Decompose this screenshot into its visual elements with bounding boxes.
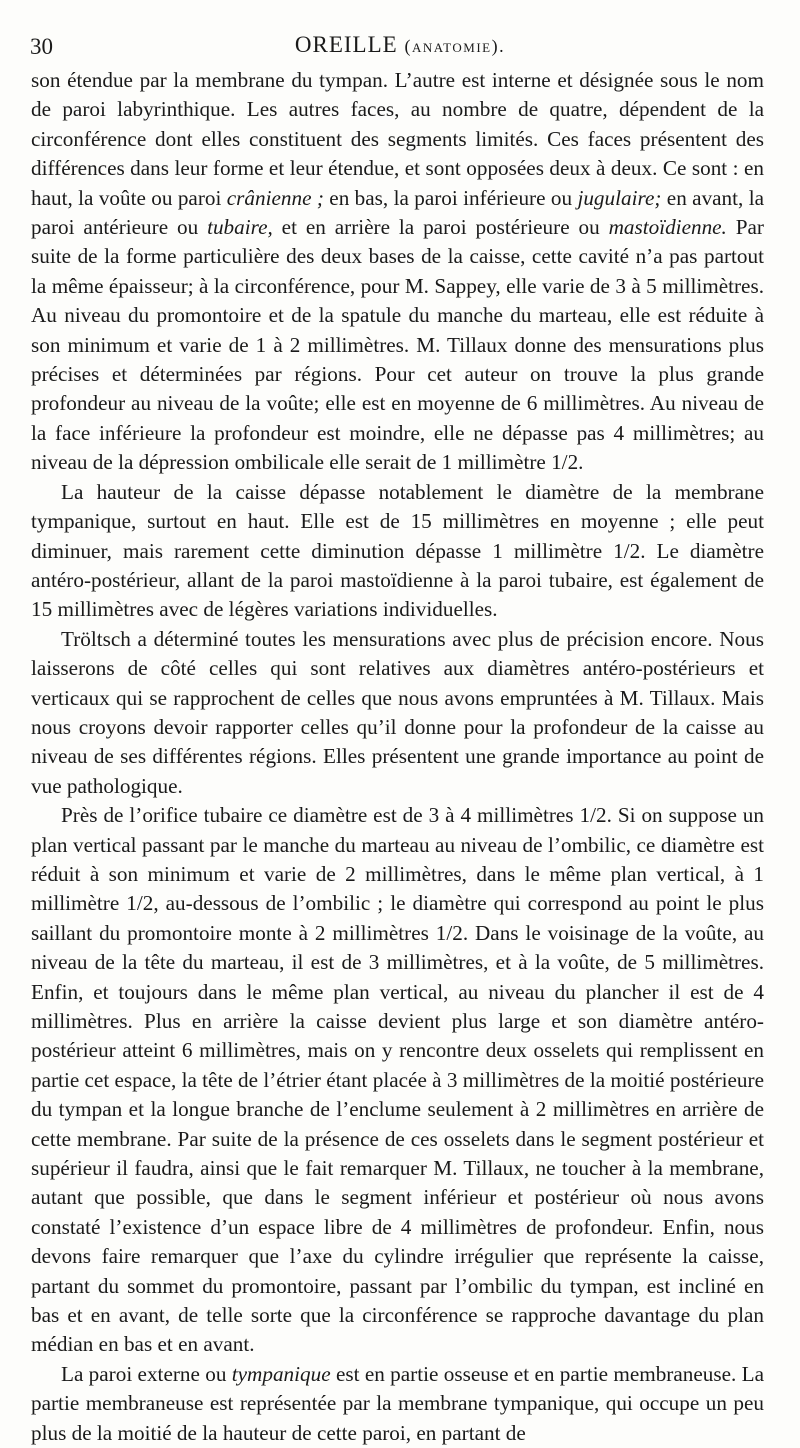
running-title-subtitle: (anatomie). [404, 36, 506, 56]
paragraph: son étendue par la membrane du tympan. L’autre est interne et désignée sous le nom de paroi labyrinthique. Les autres faces, au nombre de quatre, dépendent de la circonférence dont elles constituent des segments limités. Ces faces présentent des différences dans leur forme et leur étendue, et sont opposées deux à deux. Ce sont : en haut, la voûte ou paroi crânienne ; en bas, la paroi inférieure ou jugulaire; en avant, la paroi antérieure ou tubaire, et en arrière la paroi postérieure ou mastoïdienne. Par suite de la forme particulière des deux bases de la caisse, cette cavité n’a pas partout la même épaisseur; à la circonférence, pour M. Sappey, elle varie de 3 à 5 millimètres. Au niveau du promontoire et de la spatule du manche du marteau, elle est réduite à son minimum et varie de 1 à 2 millimètres. M. Tillaux donne des mensurations plus précises et déterminées par régions. Pour cet auteur on trouve la plus grande profondeur au niveau de la voûte; elle est en moyenne de 6 millimètres. Au niveau de la face inférieure la profondeur est moindre, elle ne dépasse pas 4 millimètres; au niveau de la dépression ombilicale elle serait de 1 millimètre 1/2. [31, 68, 765, 475]
running-title [30, 32, 770, 58]
page-number: 30 [30, 34, 53, 59]
paragraph: Près de l’orifice tubaire ce diamètre est de 3 à 4 millimètres 1/2. Si on suppose un plan vertical passant par le manche du marteau au niveau de l’ombilic, ce diamètre est réduit à son minimum et varie de 2 millimètres, dans le même plan vertical, à 1 millimètre 1/2, au-dessous de l’ombilic ; le diamètre qui correspond au point le plus saillant du promontoire monte à 2 millimètres 1/2. Dans le voisinage de la voûte, au niveau de la tête du marteau, il est de 3 millimètres, et à la voûte, de 5 millimètres. Enfin, et toujours dans le même plan vertical, au niveau du plancher il est de 4 millimètres. Plus en arrière la caisse devient plus large et son diamètre antéro-postérieur atteint 6 millimètres, mais on y rencontre deux osselets qui remplissent en partie cet espace, la tête de l’étrier étant placée à 3 millimètres de la moitié postérieure du tympan et la longue branche de l’enclume seulement à 2 millimètres en arrière de cette membrane. Par suite de la présence de ces osselets dans le segment postérieur et supérieur il faudra, ainsi que le fait remarquer M. Tillaux, ne toucher à la membrane, autant que possible, que dans le segment inférieur et postérieur où nous avons constaté l’existence d’un espace libre de 4 millimètres de profondeur. Enfin, nous devons faire remarquer que l’axe du cylindre irrégulier que représente la caisse, partant du sommet du promontoire, passant par l’ombilic du tympan, est incliné en bas et en avant, de telle sorte que la circonférence se rapproche davantage du plan médian en bas et en avant. [31, 803, 764, 1357]
running-title-main: OREILLE [294, 32, 398, 57]
paragraph: La hauteur de la caisse dépasse notablement le diamètre de la membrane tympanique, surtout en haut. Elle est de 15 millimètres en moyenne ; elle peut diminuer, mais rarement cette diminution dépasse 1 millimètre 1/2. Le diamètre antéro-postérieur, allant de la paroi mastoïdienne à la paroi tubaire, est également de 15 millimètres avec de légères variations individuelles. [31, 479, 764, 622]
page-body [31, 66, 764, 1448]
paragraph: Tröltsch a déterminé toutes les mensurations avec plus de précision encore. Nous laisserons de côté celles qui sont relatives aux diamètres antéro-postérieurs et verticaux qui se rapprochent de celles que nous avons empruntées à M. Tillaux. Mais nous croyons devoir rapporter celles qu’il donne pour la profondeur de la caisse au niveau de ses différentes régions. Elles présentent une grande importance au point de vue pathologique. [31, 626, 764, 798]
running-header [30, 30, 770, 66]
paragraph: La paroi externe ou tympanique est en partie osseuse et en partie membraneuse. La partie membraneuse est représentée par la membrane tympanique, qui occupe un peu plus de la moitié de la hauteur de cette paroi, en partant de [31, 1361, 764, 1445]
